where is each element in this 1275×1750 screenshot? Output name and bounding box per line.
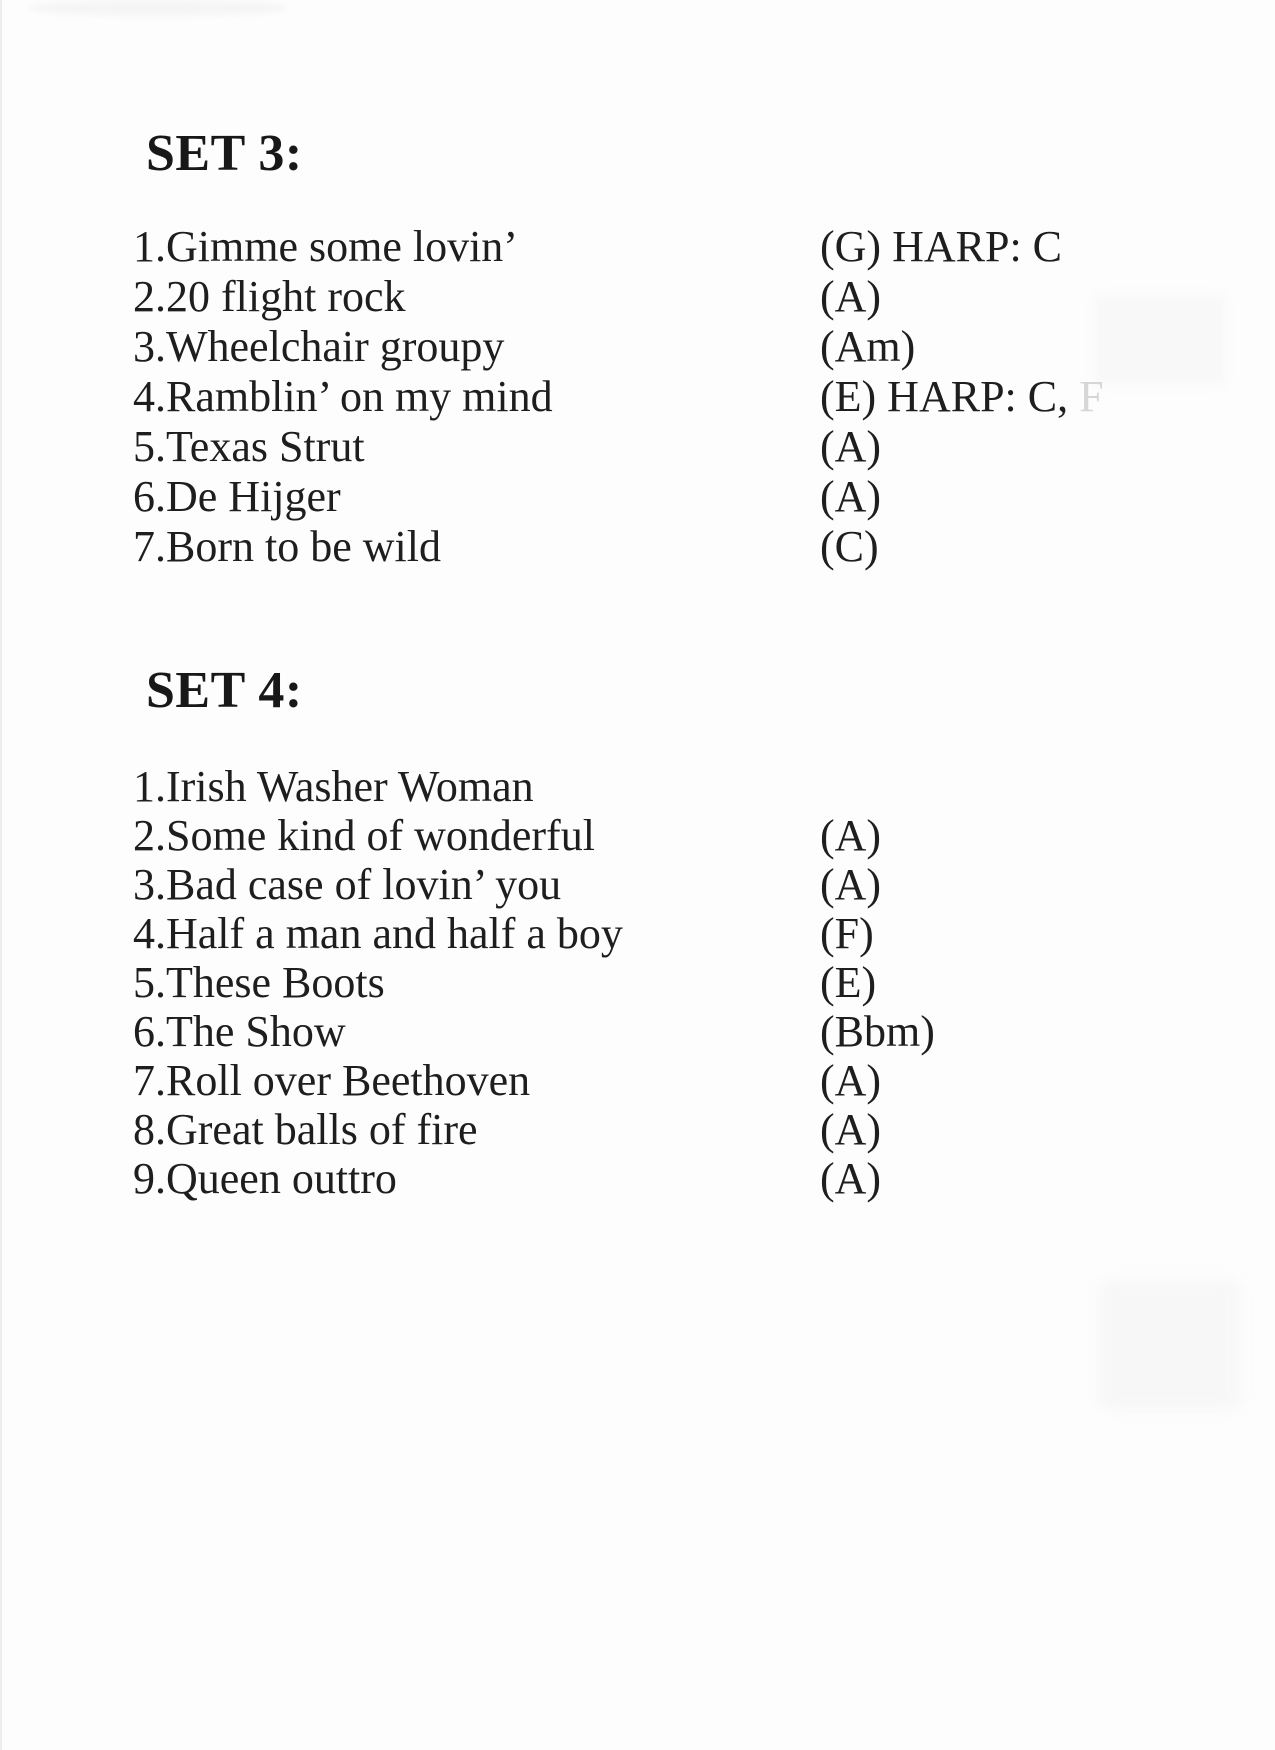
song-key-main: (Bbm) <box>820 1007 935 1056</box>
song-key-faint: F <box>1068 372 1104 421</box>
song-key-main: (A) <box>820 472 882 521</box>
song-key-main: (A) <box>820 1056 882 1105</box>
song-row <box>133 222 1275 272</box>
song-key <box>820 958 1275 1007</box>
song-title: 9.Queen outtro <box>133 1154 397 1203</box>
song-key-main: (A) <box>820 422 882 471</box>
song-key-main: (A) <box>820 811 882 860</box>
song-key <box>820 1007 1275 1056</box>
song-row <box>133 272 1275 322</box>
song-title: 6.De Hijger <box>133 472 341 521</box>
song-title: 3.Bad case of lovin’ you <box>133 860 562 909</box>
song-key-main: (A) <box>820 1154 882 1203</box>
song-key-main: (G) HARP: C <box>820 222 1063 271</box>
song-row <box>133 860 1275 909</box>
song-row <box>133 372 1275 422</box>
song-key <box>820 272 1275 322</box>
song-row <box>133 762 1275 811</box>
song-row <box>133 1056 1275 1105</box>
song-title: 1.Irish Washer Woman <box>133 762 534 811</box>
song-key <box>820 422 1275 472</box>
song-list <box>133 762 1275 1203</box>
song-title: 4.Ramblin’ on my mind <box>133 372 553 421</box>
song-row <box>133 958 1275 1007</box>
song-key-main: (A) <box>820 272 882 321</box>
set-heading: SET 3: <box>146 125 303 182</box>
song-key <box>820 1056 1275 1105</box>
song-title: 1.Gimme some lovin’ <box>133 222 518 271</box>
song-key <box>820 1154 1275 1203</box>
song-row <box>133 522 1275 572</box>
song-list <box>133 222 1275 572</box>
song-row <box>133 472 1275 522</box>
set-heading: SET 4: <box>146 662 303 719</box>
song-key-main: (Am) <box>820 322 916 371</box>
song-key-main: (F) <box>820 909 874 958</box>
song-row <box>133 1007 1275 1056</box>
song-title: 6.The Show <box>133 1007 346 1056</box>
song-row <box>133 1154 1275 1203</box>
song-key <box>820 322 1275 372</box>
song-key <box>820 472 1275 522</box>
song-title: 7.Born to be wild <box>133 522 441 571</box>
song-key <box>820 762 1275 811</box>
song-title: 8.Great balls of fire <box>133 1105 478 1154</box>
song-title: 2.20 flight rock <box>133 272 406 321</box>
song-row <box>133 909 1275 958</box>
song-key <box>820 222 1275 272</box>
song-key <box>820 1105 1275 1154</box>
song-key-main: (E) <box>820 958 877 1007</box>
song-key <box>820 522 1275 572</box>
song-row <box>133 422 1275 472</box>
song-title: 5.These Boots <box>133 958 385 1007</box>
set-section <box>133 126 1275 572</box>
song-title: 5.Texas Strut <box>133 422 365 471</box>
song-title: 7.Roll over Beethoven <box>133 1056 531 1105</box>
song-title: 3.Wheelchair groupy <box>133 322 505 371</box>
song-row <box>133 322 1275 372</box>
song-row <box>133 1105 1275 1154</box>
song-title: 4.Half a man and half a boy <box>133 909 623 958</box>
song-key-main: (C) <box>820 522 879 571</box>
song-key <box>820 811 1275 860</box>
song-key <box>820 909 1275 958</box>
song-row <box>133 811 1275 860</box>
song-key <box>820 372 1275 422</box>
song-key-main: (E) HARP: C, <box>820 372 1069 421</box>
set-section <box>133 663 1275 1203</box>
song-key <box>820 860 1275 909</box>
song-key-main: (A) <box>820 1105 882 1154</box>
song-key-main: (A) <box>820 860 882 909</box>
song-title: 2.Some kind of wonderful <box>133 811 595 860</box>
